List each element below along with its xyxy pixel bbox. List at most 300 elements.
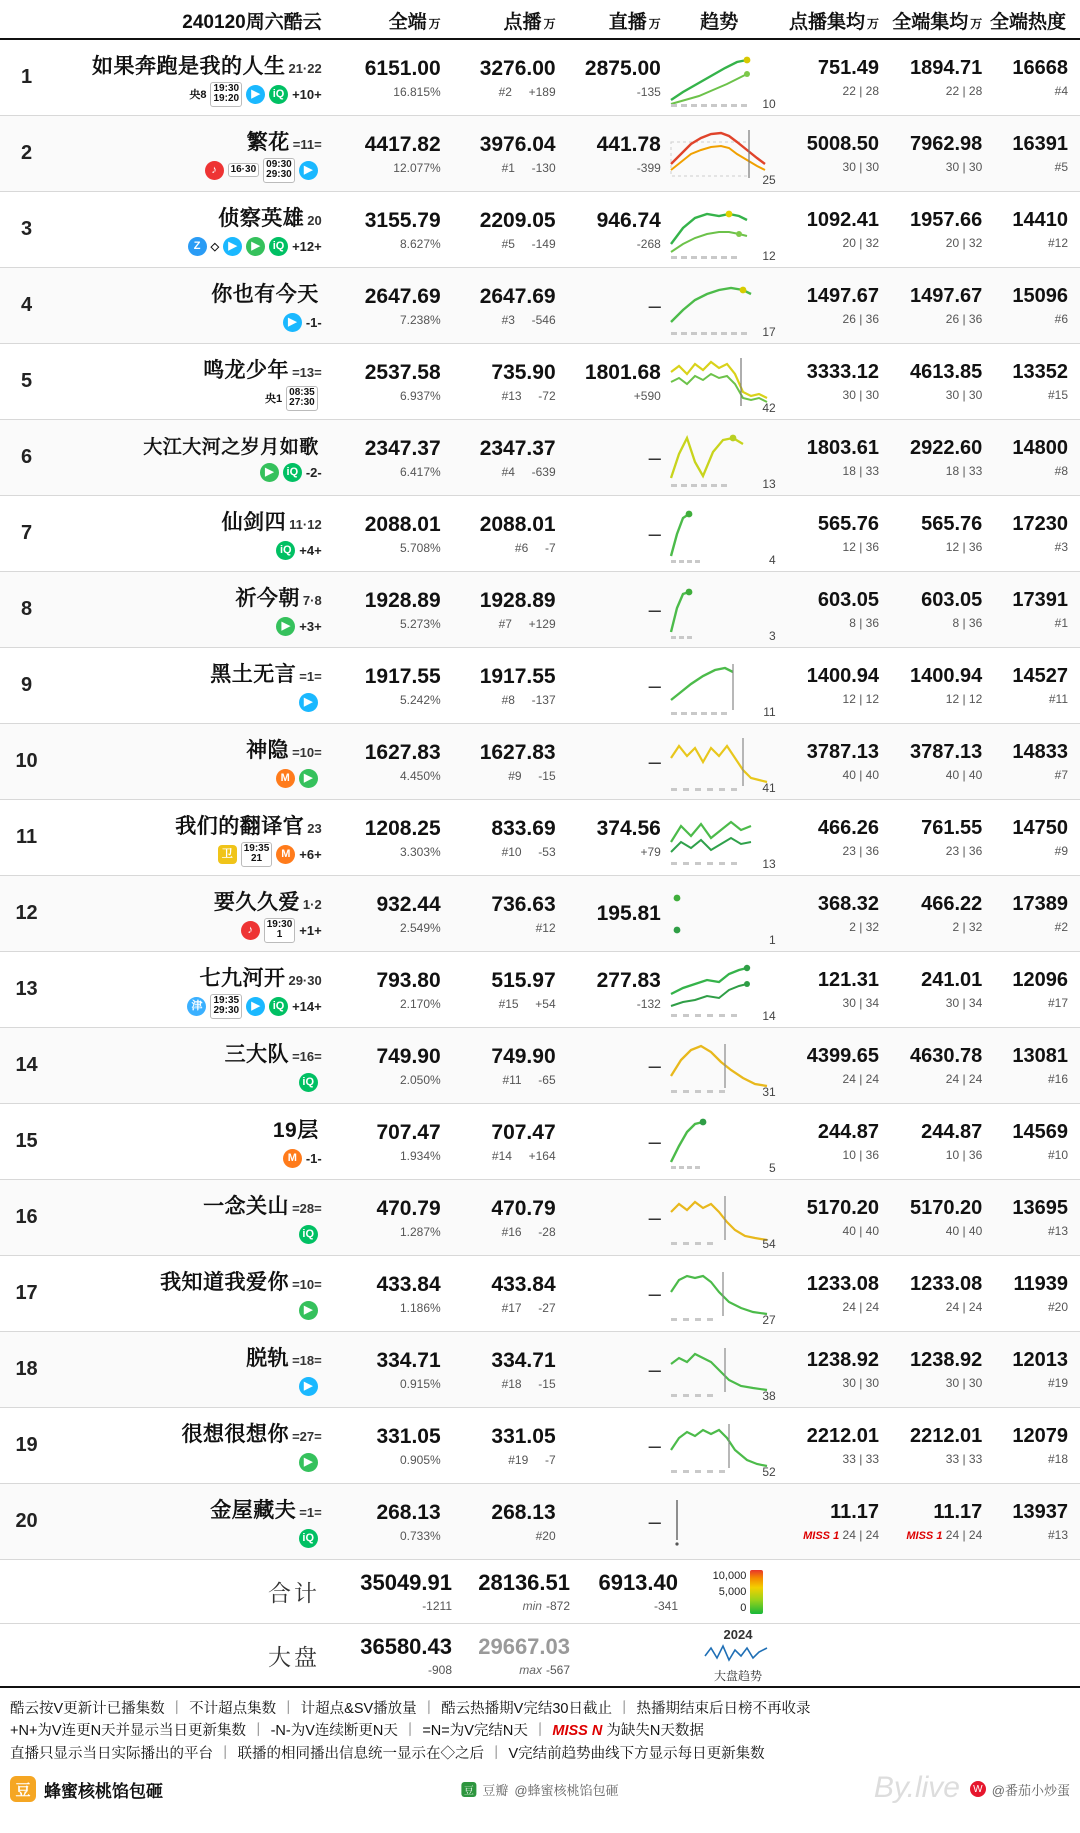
- vod-avg-sub: 26 | 36: [842, 312, 880, 326]
- heat-value: 14527: [1012, 665, 1068, 687]
- episode-label: =1=: [299, 669, 322, 684]
- rank-cell: 17: [15, 1282, 38, 1304]
- trend-count: 5: [769, 1161, 776, 1175]
- rank-cell: 15: [15, 1130, 38, 1152]
- vod-cell: [441, 876, 556, 951]
- all-cell: [326, 952, 441, 1027]
- show-name: 要久久爱: [213, 891, 300, 914]
- all-avg-value: 5170.20: [909, 1197, 983, 1219]
- all-avg-value: 1957.66: [909, 209, 983, 231]
- channel-label: 央8: [189, 89, 207, 101]
- heat-rank: #1: [1054, 616, 1068, 630]
- all-avg-sub: 26 | 36: [945, 312, 983, 326]
- vod-sub: #4 -639: [501, 464, 556, 479]
- trend-cell: [661, 800, 778, 875]
- tencent-icon: ▶: [246, 85, 265, 104]
- rank-cell: 8: [21, 598, 33, 620]
- title-cell: [43, 876, 326, 951]
- rank-cell: 4: [21, 294, 33, 316]
- all-avg-sub: 30 | 34: [945, 996, 983, 1010]
- youku-icon: ▶: [299, 1301, 318, 1320]
- vod-value: 334.71: [491, 1348, 556, 1372]
- iqiyi-icon: iQ: [299, 1073, 318, 1092]
- table-row[interactable]: [0, 724, 1080, 800]
- vod-cell: [441, 1104, 556, 1179]
- vod-avg-cell: [778, 344, 879, 419]
- all-avg-value: 4613.85: [909, 361, 983, 383]
- show-name: 一念关山: [203, 1195, 290, 1218]
- all-avg-value: 466.22: [921, 893, 983, 915]
- airtime-badge: 09:30 29:30: [263, 158, 295, 183]
- trend-count: 25: [762, 173, 776, 187]
- all-avg-value: 3787.13: [909, 741, 983, 763]
- vod-avg-sub: 20 | 32: [842, 236, 880, 250]
- heat-cell: [982, 648, 1070, 723]
- trend-sparkline: [663, 1036, 775, 1096]
- heat-value: 14569: [1012, 1121, 1068, 1143]
- all-cell: [326, 572, 441, 647]
- vod-value: 2209.05: [479, 208, 556, 232]
- all-cell: [326, 876, 441, 951]
- table-row[interactable]: [0, 572, 1080, 648]
- all-avg-cell: [879, 800, 982, 875]
- vod-cell: [441, 1180, 556, 1255]
- live-cell: [556, 496, 661, 571]
- market-row: [0, 1624, 1080, 1688]
- all-cell: [326, 1028, 441, 1103]
- footer-center: 豆 豆瓣 @蜂蜜核桃馅包砸: [461, 1780, 618, 1799]
- title-cell: [43, 1408, 326, 1483]
- vod-value: 433.84: [491, 1272, 556, 1296]
- vod-avg-sub: MISS 1 24 | 24: [803, 1528, 880, 1542]
- all-avg-value: 241.01: [921, 969, 983, 991]
- vod-avg-sub: 24 | 24: [842, 1300, 880, 1314]
- heat-rank: #18: [1047, 1452, 1068, 1466]
- all-cell: [326, 800, 441, 875]
- trend-cell: [661, 420, 778, 495]
- trend-cell: [661, 648, 778, 723]
- all-value: 470.79: [376, 1196, 441, 1220]
- all-cell: [326, 116, 441, 191]
- heat-cell: [982, 800, 1070, 875]
- table-row[interactable]: [0, 116, 1080, 192]
- vod-value: 3276.00: [479, 56, 556, 80]
- trend-sparkline: [663, 808, 775, 868]
- show-name: 脱轨: [246, 1347, 290, 1370]
- table-row[interactable]: [0, 1408, 1080, 1484]
- all-share: 7.238%: [399, 312, 441, 327]
- colorbar-gradient: [750, 1570, 763, 1614]
- live-value: 1801.68: [584, 360, 661, 384]
- table-row[interactable]: [0, 1028, 1080, 1104]
- all-value: 1627.83: [364, 740, 441, 764]
- cctv-icon: ♪: [205, 161, 224, 180]
- episode-label: =10=: [292, 1277, 322, 1292]
- rank-cell: 14: [15, 1054, 38, 1076]
- all-share: 5.708%: [399, 540, 441, 555]
- show-name: 神隐: [246, 739, 290, 762]
- vod-avg-value: 1803.61: [806, 437, 880, 459]
- all-value: 2347.37: [364, 436, 441, 460]
- episode-label: 7·8: [302, 593, 322, 608]
- all-avg-sub: 24 | 24: [945, 1072, 983, 1086]
- table-row[interactable]: [0, 420, 1080, 496]
- heat-cell: [982, 420, 1070, 495]
- all-avg-sub: MISS 1 24 | 24: [906, 1528, 983, 1542]
- vod-avg-cell: [778, 648, 879, 723]
- vod-sub: #13 -72: [501, 388, 556, 403]
- title-cell: [43, 572, 326, 647]
- table-row[interactable]: [0, 800, 1080, 876]
- vod-cell: [441, 800, 556, 875]
- table-row[interactable]: [0, 268, 1080, 344]
- table-row[interactable]: [0, 1256, 1080, 1332]
- show-name: 很想很想你: [181, 1423, 290, 1446]
- vod-avg-cell: [778, 952, 879, 1027]
- all-share: 12.077%: [393, 160, 441, 175]
- heat-cell: [982, 1028, 1070, 1103]
- cctv-icon: ♪: [241, 921, 260, 940]
- trend-count: 38: [762, 1389, 776, 1403]
- update-delta: +3+: [299, 618, 322, 634]
- vod-avg-cell: [778, 1408, 879, 1483]
- show-name: 繁花: [246, 131, 290, 154]
- episode-label: 1·2: [302, 897, 322, 912]
- all-value: 793.80: [376, 968, 441, 992]
- rank-cell: 3: [21, 218, 33, 240]
- live-delta: +590: [633, 388, 661, 403]
- episode-label: 20: [307, 213, 322, 228]
- all-share: 1.186%: [399, 1300, 441, 1315]
- episode-label: =16=: [292, 1049, 322, 1064]
- all-cell: [326, 1408, 441, 1483]
- vod-value: 515.97: [491, 968, 556, 992]
- all-avg-sub: 10 | 36: [945, 1148, 983, 1162]
- all-share: 6.417%: [399, 464, 441, 479]
- iqiyi-icon: iQ: [269, 237, 288, 256]
- update-delta: +12+: [292, 238, 322, 254]
- rank-cell: 18: [15, 1358, 38, 1380]
- trend-count: 11: [763, 705, 776, 719]
- heat-cell: [982, 192, 1070, 267]
- vod-cell: [441, 420, 556, 495]
- title-cell: [43, 800, 326, 875]
- table-row[interactable]: [0, 192, 1080, 268]
- heat-cell: [982, 1104, 1070, 1179]
- all-value: 3155.79: [364, 208, 441, 232]
- iqiyi-icon: iQ: [269, 997, 288, 1016]
- trend-sparkline: [663, 1188, 775, 1248]
- vod-avg-sub: 30 | 34: [842, 996, 880, 1010]
- vod-sub: #7 +129: [498, 616, 556, 631]
- all-avg-sub: 18 | 33: [945, 464, 983, 478]
- update-delta: -1-: [305, 1150, 322, 1166]
- table-row[interactable]: [0, 1484, 1080, 1560]
- totals-all: 35049.91 -1211: [360, 1570, 452, 1613]
- airtime-badge: 16·30: [228, 163, 260, 178]
- channel-label: 央1: [265, 393, 283, 405]
- vod-cell: [441, 1028, 556, 1103]
- vod-value: 2647.69: [479, 284, 556, 308]
- all-avg-cell: [879, 1256, 982, 1331]
- vod-cell: [441, 116, 556, 191]
- title-cell: [43, 1104, 326, 1179]
- vod-value: 3976.04: [479, 132, 556, 156]
- live-value: 441.78: [596, 132, 661, 156]
- tencent-icon: ▶: [299, 693, 318, 712]
- live-cell: [556, 192, 661, 267]
- airtime-badge: 19:30 1: [264, 918, 296, 943]
- live-value: 277.83: [596, 968, 661, 992]
- vod-sub: #3 -546: [501, 312, 556, 327]
- table-row[interactable]: [0, 648, 1080, 724]
- all-value: 1917.55: [364, 664, 441, 688]
- heat-value: 15096: [1012, 285, 1068, 307]
- all-share: 1.934%: [399, 1148, 441, 1163]
- vod-cell: [441, 648, 556, 723]
- all-avg-cell: [879, 724, 982, 799]
- all-avg-cell: [879, 648, 982, 723]
- vod-avg-value: 1497.67: [806, 285, 880, 307]
- heat-rank: #3: [1054, 540, 1068, 554]
- episode-label: =18=: [292, 1353, 322, 1368]
- table-row[interactable]: [0, 344, 1080, 420]
- all-avg-value: 2922.60: [909, 437, 983, 459]
- vod-avg-sub: 2 | 32: [849, 920, 880, 934]
- trend-count: 13: [762, 857, 776, 871]
- all-avg-sub: 30 | 30: [945, 1376, 983, 1390]
- title-cell: [43, 496, 326, 571]
- header-heat: 全端热度: [989, 12, 1066, 33]
- trend-sparkline: [663, 1264, 775, 1324]
- vod-sub: #14 +164: [491, 1148, 556, 1163]
- live-cell: [556, 724, 661, 799]
- vod-avg-value: 368.32: [817, 893, 880, 915]
- table-row[interactable]: [0, 1180, 1080, 1256]
- show-name: 大江大河之岁月如歌: [143, 436, 319, 458]
- all-avg-cell: [879, 192, 982, 267]
- all-cell: [326, 40, 441, 115]
- episode-label: =11=: [292, 137, 322, 152]
- trend-cell: [661, 876, 778, 951]
- heat-value: 14410: [1012, 209, 1068, 231]
- all-value: 331.05: [376, 1424, 441, 1448]
- vod-sub: #16 -28: [501, 1224, 556, 1239]
- all-avg-cell: [879, 268, 982, 343]
- episode-label: =27=: [292, 1429, 322, 1444]
- totals-live: 6913.40 -341: [598, 1570, 678, 1613]
- heat-value: 12096: [1012, 969, 1068, 991]
- all-cell: [326, 344, 441, 419]
- all-value: 749.90: [376, 1044, 441, 1068]
- vod-avg-value: 1400.94: [806, 665, 880, 687]
- all-avg-cell: [879, 1332, 982, 1407]
- live-cell: [556, 344, 661, 419]
- vod-sub: #10 -53: [501, 844, 556, 859]
- vod-sub: #6 -7: [514, 540, 556, 555]
- all-cell: [326, 1180, 441, 1255]
- heat-value: 16668: [1012, 57, 1068, 79]
- all-avg-value: 761.55: [921, 817, 983, 839]
- vod-avg-sub: 23 | 36: [842, 844, 880, 858]
- heat-rank: #10: [1047, 1148, 1068, 1162]
- vod-avg-cell: [778, 40, 879, 115]
- vod-avg-value: 121.31: [817, 969, 880, 991]
- trend-count: 17: [762, 325, 776, 339]
- all-avg-sub: 30 | 30: [945, 388, 983, 402]
- all-avg-cell: [879, 496, 982, 571]
- vod-sub: #1 -130: [501, 160, 556, 175]
- vod-value: 268.13: [491, 1500, 556, 1524]
- vod-sub: #12: [535, 920, 556, 935]
- vod-value: 331.05: [491, 1424, 556, 1448]
- vod-avg-cell: [778, 1180, 879, 1255]
- mango-icon: M: [276, 845, 295, 864]
- all-share: 6.937%: [399, 388, 441, 403]
- all-avg-value: 4630.78: [909, 1045, 983, 1067]
- title-cell: [43, 648, 326, 723]
- totals-vod: 28136.51 min -872: [478, 1570, 570, 1613]
- youku-icon: ▶: [299, 1453, 318, 1472]
- trend-cell: [661, 1484, 778, 1559]
- rank-cell: 2: [21, 142, 33, 164]
- heat-value: 11939: [1013, 1273, 1068, 1295]
- vod-avg-cell: [778, 192, 879, 267]
- heat-value: 12079: [1012, 1425, 1068, 1447]
- youku-icon: ▶: [299, 769, 318, 788]
- table-row[interactable]: [0, 1104, 1080, 1180]
- title-cell: [43, 1180, 326, 1255]
- weibo-icon: W: [970, 1781, 986, 1797]
- market-all: 36580.43 -908: [360, 1633, 452, 1677]
- all-avg-sub: 30 | 30: [945, 160, 983, 174]
- trend-sparkline: [663, 200, 775, 260]
- all-avg-cell: [879, 344, 982, 419]
- table-row[interactable]: [0, 1332, 1080, 1408]
- show-name: 如果奔跑是我的人生: [91, 55, 286, 78]
- show-name: 19层: [272, 1119, 319, 1142]
- heat-cell: [982, 40, 1070, 115]
- vod-avg-sub: 24 | 24: [842, 1072, 880, 1086]
- live-value: –: [648, 1356, 661, 1382]
- episode-label: =1=: [299, 1505, 322, 1520]
- trend-sparkline: [663, 276, 775, 336]
- live-value: –: [648, 1508, 661, 1534]
- all-cell: [326, 1256, 441, 1331]
- live-value: –: [648, 1204, 661, 1230]
- vod-avg-value: 5008.50: [806, 133, 880, 155]
- heat-rank: #15: [1047, 388, 1068, 402]
- all-cell: [326, 268, 441, 343]
- vod-avg-sub: 33 | 33: [842, 1452, 880, 1466]
- trend-sparkline: [663, 1112, 775, 1172]
- mango-icon: M: [283, 1149, 302, 1168]
- footnote-line-3: 直播只显示当日实际播出的平台 丨 联播的相同播出信息统一显示在◇之后 丨 V完结前趋势曲线下方显示每日更新集数: [10, 1745, 765, 1762]
- trend-sparkline: [663, 884, 775, 944]
- vod-avg-sub: 40 | 40: [842, 1224, 880, 1238]
- heat-rank: #12: [1047, 236, 1068, 250]
- live-delta: -135: [636, 84, 661, 99]
- vod-cell: [441, 1332, 556, 1407]
- update-delta: +1+: [299, 922, 322, 938]
- title-cell: [43, 1332, 326, 1407]
- table-row[interactable]: [0, 40, 1080, 116]
- header-all-avg: 全端集均 万: [892, 12, 983, 33]
- heat-cell: [982, 572, 1070, 647]
- vod-sub: #9 -15: [508, 768, 556, 783]
- trend-count: 54: [762, 1237, 776, 1251]
- all-cell: [326, 648, 441, 723]
- vod-sub: #11 -65: [502, 1072, 556, 1087]
- vod-sub: #15 +54: [498, 996, 556, 1011]
- rank-cell: 19: [15, 1434, 38, 1456]
- table-row[interactable]: [0, 876, 1080, 952]
- youku-icon: ▶: [260, 463, 279, 482]
- trend-count: 13: [762, 477, 776, 491]
- totals-row: [0, 1560, 1080, 1624]
- vod-avg-value: 4399.65: [806, 1045, 880, 1067]
- mango-icon: M: [276, 769, 295, 788]
- market-trend-label: 大盘趋势: [713, 1668, 762, 1683]
- all-avg-value: 7962.98: [909, 133, 983, 155]
- tencent-icon: ▶: [283, 313, 302, 332]
- vod-avg-value: 1092.41: [806, 209, 880, 231]
- tencent-icon: ▶: [246, 997, 265, 1016]
- all-avg-cell: [879, 1104, 982, 1179]
- all-value: 6151.00: [364, 56, 441, 80]
- rank-cell: 7: [21, 522, 33, 544]
- all-share: 2.170%: [399, 996, 441, 1011]
- all-avg-value: 565.76: [921, 513, 983, 535]
- tv-channel-icon: Z: [188, 237, 207, 256]
- heat-value: 14800: [1012, 437, 1068, 459]
- all-share: 5.273%: [399, 616, 441, 631]
- trend-count: 27: [762, 1313, 776, 1327]
- show-name: 七九河开: [199, 967, 286, 990]
- show-name: 祈今朝: [235, 587, 300, 610]
- trend-count: 52: [762, 1465, 776, 1479]
- title-cell: [43, 1484, 326, 1559]
- live-cell: [556, 1028, 661, 1103]
- vod-avg-cell: [778, 800, 879, 875]
- live-value: –: [648, 444, 661, 470]
- vod-value: 749.90: [491, 1044, 556, 1068]
- all-value: 268.13: [376, 1500, 441, 1524]
- vod-avg-value: 3787.13: [806, 741, 880, 763]
- tencent-icon: ▶: [299, 161, 318, 180]
- table-row[interactable]: [0, 952, 1080, 1028]
- vod-cell: [441, 952, 556, 1027]
- title-cell: [43, 1028, 326, 1103]
- all-avg-sub: 40 | 40: [945, 768, 983, 782]
- heat-cell: [982, 1180, 1070, 1255]
- header-date-title: 240120周六酷云: [182, 12, 322, 33]
- vod-cell: [441, 1256, 556, 1331]
- live-value: 2875.00: [584, 56, 661, 80]
- vod-avg-cell: [778, 116, 879, 191]
- all-cell: [326, 192, 441, 267]
- show-name: 黑土无言: [210, 663, 297, 686]
- table-row[interactable]: [0, 496, 1080, 572]
- vod-value: 833.69: [491, 816, 556, 840]
- iqiyi-icon: iQ: [283, 463, 302, 482]
- vod-avg-value: 751.49: [817, 57, 880, 79]
- show-name: 金屋藏夫: [210, 1499, 297, 1522]
- vod-avg-sub: 8 | 36: [849, 616, 880, 630]
- trend-count: 41: [762, 781, 776, 795]
- live-cell: [556, 40, 661, 115]
- heat-value: 16391: [1012, 133, 1068, 155]
